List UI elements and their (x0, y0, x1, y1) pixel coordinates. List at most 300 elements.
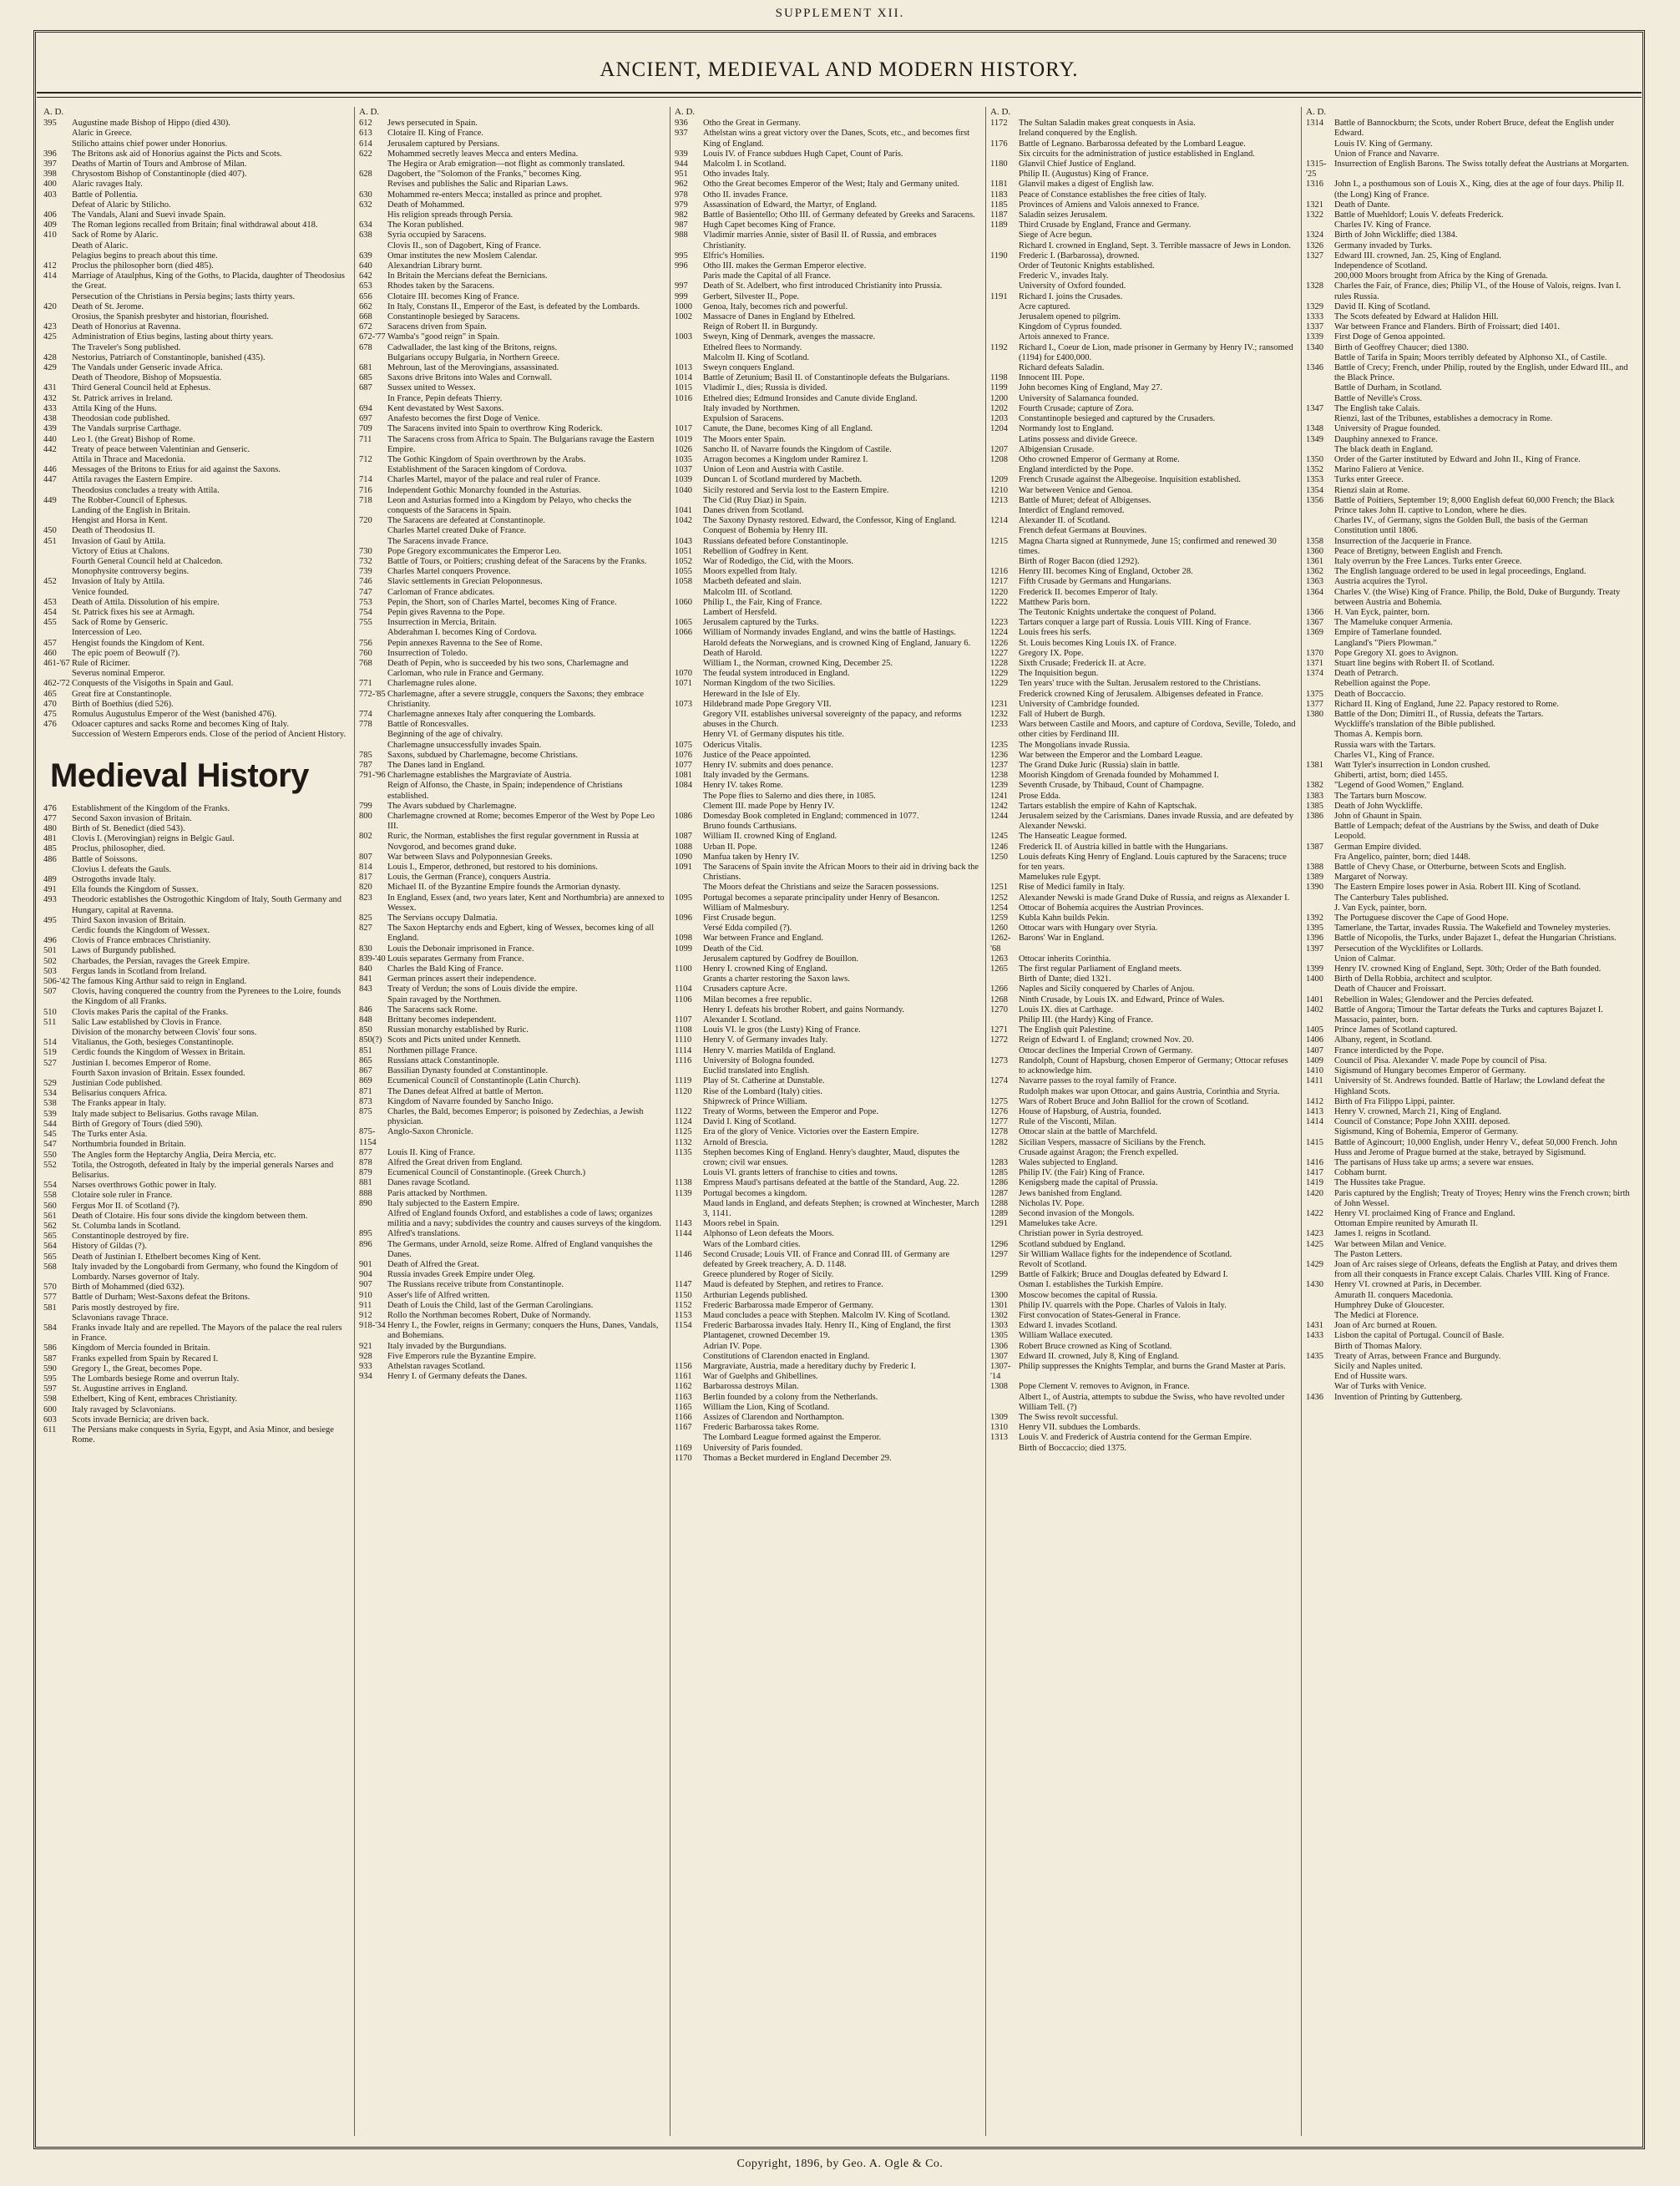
timeline-entry (43, 1303, 349, 1313)
entry-text: The partisans of Huss take up arms; a severe war ensues. (1334, 1157, 1534, 1167)
timeline-entry (675, 812, 980, 822)
title-rule (37, 92, 1642, 94)
entry-text: Peace of Constance establishes the free cities of Italy. (1019, 190, 1207, 200)
entry-year: 817 (359, 873, 372, 883)
entry-year: 1152 (675, 1300, 692, 1310)
entry-text: Fergus lands in Scotland from Ireland. (72, 966, 207, 976)
entry-year (359, 180, 387, 190)
entry-text: The Lombard League formed against the Emperor. (703, 1433, 882, 1443)
timeline-entry (359, 1076, 665, 1086)
entry-text: Latins possess and divide Greece. (1019, 434, 1138, 444)
timeline-entry (359, 159, 665, 170)
timeline-entry (1306, 913, 1630, 923)
timeline-entry (43, 957, 349, 967)
timeline-entry (990, 1433, 1296, 1443)
entry-year: 1043 (675, 536, 692, 546)
entry-text: Odericus Vitalis. (703, 740, 762, 750)
timeline-entry (675, 1046, 980, 1056)
timeline-entry (43, 1374, 349, 1384)
entry-year: 586 (43, 1343, 57, 1354)
timeline-entry (43, 885, 349, 895)
column-divider (354, 107, 355, 2136)
entry-year: 1041 (675, 505, 692, 515)
entry-text: The English language ordered to be used in legal proceedings, England. (1334, 567, 1586, 577)
entry-year: 746 (359, 577, 372, 587)
entry-text: Mamelukes rule Egypt. (1019, 873, 1101, 883)
timeline-entry (359, 1046, 665, 1056)
entry-text: Leo I. (the Great) Bishop of Rome. (72, 434, 195, 444)
entry-text: Clovis makes Paris the capital of the Franks. (72, 1007, 229, 1017)
timeline-entry (359, 353, 665, 363)
entry-year: 612 (359, 119, 372, 129)
entry-year: 1303 (990, 1321, 1008, 1331)
timeline-entry (43, 814, 349, 824)
entry-year: 451 (43, 536, 57, 546)
entry-text: House of Hapsburg, of Austria, founded. (1019, 1106, 1161, 1116)
entry-text: Treaty of Arras, between France and Burgundy. (1334, 1351, 1501, 1361)
entry-text: Wales subjected to England. (1019, 1157, 1118, 1167)
entry-text: Duncan I. of Scotland murdered by Macbeth. (703, 475, 863, 485)
entry-year (1306, 720, 1334, 730)
entry-year: 581 (43, 1303, 57, 1313)
entry-text: University of Salamanca founded. (1019, 393, 1139, 403)
entry-text: The Vandals under Genseric invade Africa. (72, 363, 223, 373)
entry-year (1306, 893, 1334, 903)
timeline-entry (990, 506, 1296, 516)
entry-year (1306, 394, 1334, 404)
entry-year (359, 210, 387, 220)
timeline-entry (675, 659, 980, 669)
entry-year: 865 (359, 1055, 372, 1065)
entry-text: Rebellion of Godfrey in Kent. (703, 546, 809, 556)
entry-year: 687 (359, 383, 372, 393)
entry-year: 1132 (675, 1137, 692, 1147)
timeline-entry (359, 170, 665, 180)
entry-year: 1390 (1306, 883, 1323, 893)
timeline-entry (675, 149, 980, 159)
timeline-entry (675, 557, 980, 567)
entry-text: Vladimir marries Annie, sister of Basil II. of Russia, and embraces Christianity. (703, 230, 937, 250)
timeline-entry (43, 577, 349, 587)
entry-text: Fergus Mor II. of Scotland (?). (72, 1201, 180, 1211)
timeline-entry (359, 1056, 665, 1066)
entry-text: Conquest of Bohemia by Henry III. (703, 526, 828, 536)
entry-year (43, 1069, 72, 1079)
timeline-entry (43, 1181, 349, 1191)
entry-text: Otho II. invades France. (703, 190, 788, 200)
entry-text: Gregory IX. Pope. (1019, 648, 1084, 658)
entry-year: 904 (359, 1270, 372, 1280)
entry-year: 1265 (990, 964, 1008, 974)
entry-year: 878 (359, 1157, 372, 1167)
entry-text: Henry I. crowned King of England. (703, 964, 827, 974)
entry-year: 1189 (990, 220, 1008, 230)
entry-text: Charles V. (the Wise) King of France. Philip, the Bold, Duke of Burgundy. Treaty between Austria and Bohemia. (1334, 587, 1621, 607)
timeline-entry (675, 1423, 980, 1433)
entry-year: 568 (43, 1262, 57, 1272)
entry-year: 1202 (990, 403, 1008, 413)
entry-text: The Sultan Saladin makes great conquests in Asia. (1019, 119, 1196, 129)
entry-text: Marriage of Ataulphus, King of the Goths, to Placida, daughter of Theodosius the Great. (72, 271, 345, 291)
timeline-entry (675, 322, 980, 332)
entry-text: Ecumenical Council of Constantinople (Latin Church). (387, 1076, 580, 1086)
timeline-entry (1306, 903, 1630, 913)
entry-text: Alfred the Great driven from England. (387, 1157, 523, 1167)
entry-text: Maud is defeated by Stephen, and retires to France. (703, 1280, 883, 1290)
entry-text: The Tartars burn Moscow. (1334, 791, 1427, 801)
entry-year: 1190 (990, 250, 1008, 261)
entry-text: Stilicho attains chief power under Honorius. (72, 139, 228, 149)
timeline-entry (1306, 516, 1630, 536)
entry-year: 1170 (675, 1453, 692, 1463)
timeline-entry (359, 332, 665, 342)
timeline-entry (43, 210, 349, 220)
entry-year: 1381 (1306, 761, 1323, 770)
entry-year: 501 (43, 946, 57, 956)
entry-text: Anglo-Saxon Chronicle. (387, 1127, 473, 1137)
timeline-entry (1306, 792, 1630, 802)
timeline-entry (1306, 730, 1630, 740)
timeline-entry (1306, 547, 1630, 557)
timeline-entry (1306, 1321, 1630, 1331)
entry-year: 1055 (675, 567, 692, 577)
timeline-entry (1306, 1158, 1630, 1168)
entry-year: 1215 (990, 536, 1008, 546)
entry-year: 400 (43, 180, 57, 190)
timeline-entry (43, 659, 349, 669)
timeline-entry (1306, 1209, 1630, 1219)
entry-year: 1088 (675, 842, 692, 852)
entry-text: Administration of Etius begins, lasting about thirty years. (72, 332, 274, 342)
entry-text: Wars between Castile and Moors, and capture of Cordova, Seville, Toledo, and other cities by Ferdinand III. (1019, 720, 1296, 740)
entry-text: Stephen becomes King of England. Henry's daughter, Maud, disputes the crown; civil war ensues. (703, 1147, 960, 1167)
timeline-entry (990, 1444, 1296, 1454)
entry-year (675, 588, 703, 598)
entry-year: 978 (675, 190, 688, 200)
timeline-entry (675, 1005, 980, 1015)
entry-text: Death of Theodore, Bishop of Mopsuestia. (72, 373, 222, 383)
entry-year: 1096 (675, 913, 692, 923)
entry-text: Paris captured by the English; Treaty of Troyes; Henry wins the French crown; birth of John Wessel. (1334, 1188, 1630, 1208)
entry-year: 739 (359, 567, 372, 577)
timeline-entry (1306, 1046, 1630, 1056)
entry-text: Russia wars with the Tartars. (1334, 740, 1436, 750)
entry-year: 462-'72 (43, 679, 70, 689)
entry-text: Louis defeats King Henry of England. Louis captured by the Saracens; truce for ten years. (1019, 852, 1287, 873)
entry-year (675, 883, 703, 893)
entry-list (675, 119, 980, 1464)
entry-text: The Vandals surprise Carthage. (72, 424, 182, 434)
entry-year: 694 (359, 403, 372, 413)
timeline-entry (43, 804, 349, 814)
entry-year (359, 995, 387, 1005)
entry-year: 1417 (1306, 1168, 1323, 1178)
entry-year: 410 (43, 230, 57, 240)
timeline-entry (359, 761, 665, 771)
entry-year: 432 (43, 393, 57, 403)
entry-year (43, 926, 72, 936)
timeline-entry (359, 1035, 665, 1045)
column-5 (1306, 107, 1630, 2136)
timeline-entry (43, 1059, 349, 1069)
entry-text: In Italy, Constans II., Emperor of the East, is defeated by the Lombards. (387, 301, 640, 311)
timeline-entry (1306, 537, 1630, 547)
entry-text: Thomas a Becket murdered in England December 29. (703, 1453, 892, 1463)
timeline-entry (1306, 119, 1630, 139)
entry-text: Birth of St. Benedict (died 543). (72, 824, 185, 833)
entry-text: Battle of Tours, or Poitiers; crushing defeat of the Saracens by the Franks. (387, 556, 647, 566)
entry-year: 1337 (1306, 322, 1323, 332)
entry-text: The Mameluke conquer Armenia. (1334, 618, 1453, 628)
timeline-entry (359, 1321, 665, 1341)
timeline-entry (990, 1127, 1296, 1137)
entry-year: 711 (359, 434, 372, 444)
timeline-entry (359, 383, 665, 393)
entry-text: William I., the Norman, crowned King, December 25. (703, 658, 893, 668)
entry-year (1306, 1342, 1334, 1352)
entry-year: 1327 (1306, 250, 1323, 261)
entry-text: Death of Chaucer and Froissart. (1334, 984, 1446, 994)
timeline-entry (43, 119, 349, 129)
entry-text: Totila, the Ostrogoth, defeated in Italy by the imperial generals Narses and Belisarius. (72, 1160, 334, 1180)
timeline-entry (43, 824, 349, 834)
timeline-entry (359, 974, 665, 984)
entry-year: 1396 (1306, 934, 1323, 944)
entry-year: 1278 (990, 1127, 1008, 1137)
timeline-entry (1306, 577, 1630, 587)
entry-year: 485 (43, 844, 57, 854)
timeline-entry (990, 1240, 1296, 1250)
timeline-entry (359, 363, 665, 373)
entry-text: Paris attacked by Northmen. (387, 1188, 488, 1198)
entry-text: Dagobert, the "Solomon of the Franks," becomes King. (387, 170, 582, 180)
entry-text: The Canterbury Tales published. (1334, 893, 1449, 903)
timeline-entry (675, 1291, 980, 1301)
entry-text: Hengist and Horsa in Kent. (72, 516, 168, 526)
entry-year: 1161 (675, 1372, 692, 1382)
entry-year: 1226 (990, 638, 1008, 648)
entry-year: 1287 (990, 1188, 1008, 1198)
entry-text: Naples and Sicily conquered by Charles of Anjou. (1019, 984, 1195, 994)
entry-year: 570 (43, 1283, 57, 1293)
entry-year: 502 (43, 956, 57, 966)
entry-text: Norman Kingdom of the two Sicilies. (703, 679, 836, 689)
entry-year: 1122 (675, 1106, 692, 1116)
entry-text: Stuart line begins with Robert II. of Scotland. (1334, 658, 1495, 668)
entry-year (1306, 771, 1334, 781)
entry-year: 507 (43, 987, 57, 997)
entry-year: 962 (675, 180, 688, 190)
entry-text: Milan becomes a free republic. (703, 994, 812, 1004)
entry-year: 732 (359, 556, 372, 566)
timeline-entry (675, 588, 980, 598)
entry-text: Peace of Bretigny, between English and French. (1334, 546, 1503, 556)
entry-text: Pope Gregory excommunicates the Emperor Leo. (387, 546, 562, 556)
entry-text: Death of Honorius at Ravenna. (72, 322, 181, 332)
timeline-entry (675, 781, 980, 791)
entry-text: Randolph, Count of Hapsburg, chosen Emperor of Germany; Ottocar refuses to acknowledge him. (1019, 1055, 1288, 1076)
entry-text: Anafesto becomes the first Doge of Venice. (387, 414, 540, 424)
entry-text: Monophysite controversy begins. (72, 567, 190, 577)
entry-text: Sweyn conquers England. (703, 363, 795, 373)
timeline-entry (43, 486, 349, 496)
entry-year: 1436 (1306, 1392, 1323, 1402)
column-1 (43, 107, 349, 2136)
entry-year: 1156 (675, 1361, 692, 1371)
entry-text: Domesday Book completed in England; commenced in 1077. (703, 812, 919, 822)
entry-year: 1340 (1306, 342, 1323, 352)
entry-text: War between France and England. (703, 934, 824, 944)
entry-text: Henry I. of Germany defeats the Danes. (387, 1372, 528, 1382)
timeline-entry (43, 730, 349, 740)
timeline-entry (990, 1056, 1296, 1076)
timeline-entry (675, 1311, 980, 1321)
entry-text: Invasion of Gaul by Attila. (72, 536, 166, 546)
entry-year: 1252 (990, 893, 1008, 903)
entry-text: University of Cambridge founded. (1019, 699, 1140, 709)
entry-year: 754 (359, 607, 372, 617)
timeline-entry (359, 893, 665, 913)
entry-text: Theodoric establishes the Ostrogothic Kingdom of Italy, South Germany and Hungary, capital at Ravenna. (72, 895, 342, 915)
timeline-entry (359, 129, 665, 139)
entry-text: Bruno founds Carthusians. (703, 822, 797, 832)
entry-text: Paris mostly destroyed by fire. (72, 1303, 180, 1313)
timeline-entry (675, 954, 980, 964)
entry-text: Ethelred flees to Normandy. (703, 342, 802, 352)
entry-text: Birth of Mohammed (died 632). (72, 1283, 185, 1293)
timeline-entry (990, 496, 1296, 506)
timeline-entry (359, 557, 665, 567)
entry-text: Theodosius concludes a treaty with Attila. (72, 485, 220, 495)
entry-year (675, 1066, 703, 1076)
timeline-entry (359, 853, 665, 863)
entry-year: 1217 (990, 577, 1008, 587)
entry-year: 1026 (675, 444, 692, 454)
entry-year: 799 (359, 801, 372, 811)
entry-text: Tartars establish the empire of Kahn of Kaptschak. (1019, 801, 1197, 811)
timeline-entry (990, 771, 1296, 781)
entry-text: Battle of Bannockburn; the Scots, under Robert Bruce, defeat the English under Edward. (1334, 119, 1615, 139)
entry-year (43, 373, 72, 383)
timeline-entry (1306, 690, 1630, 700)
entry-year: 1239 (990, 781, 1008, 791)
timeline-entry (43, 475, 349, 485)
entry-text: Ethelred dies; Edmund Ironsides and Canute divide England. (703, 393, 918, 403)
timeline-entry (43, 1323, 349, 1343)
entry-text: Ottocar wars with Hungary over Styria. (1019, 923, 1158, 934)
timeline-entry (990, 1168, 1296, 1178)
entry-year (1306, 741, 1334, 751)
entry-text: The Saracens invade France. (387, 536, 488, 546)
timeline-entry (359, 302, 665, 312)
entry-year: 560 (43, 1201, 57, 1211)
entry-year: 561 (43, 1211, 57, 1221)
entry-text: Marino Faliero at Venice. (1334, 465, 1424, 475)
entry-text: Kingdom of Mercia founded in Britain. (72, 1343, 210, 1354)
entry-text: The Turks enter Asia. (72, 1130, 148, 1140)
entry-text: Ostrogoths invade Italy. (72, 875, 156, 885)
entry-year (1306, 261, 1334, 271)
entry-year: 1266 (990, 984, 1008, 994)
timeline-entry (675, 608, 980, 618)
entry-text: Alphonso of Leon defeats the Moors. (703, 1229, 834, 1239)
timeline-entry (675, 1107, 980, 1117)
entry-text: Bassilian Dynasty founded at Constantinople. (387, 1066, 549, 1076)
timeline-entry (359, 1127, 665, 1147)
entry-text: The Persians make conquests in Syria, Egypt, and Asia Minor, and besiege Rome. (72, 1424, 334, 1445)
entry-text: Glanvil makes a digest of English law. (1019, 180, 1154, 190)
timeline-entry (43, 1161, 349, 1181)
timeline-entry (43, 159, 349, 170)
timeline-entry (1306, 1005, 1630, 1025)
timeline-entry (359, 119, 665, 129)
entry-year (43, 588, 72, 598)
entry-text: Second Saxon invasion of Britain. (72, 813, 192, 823)
entry-text: Empire of Tamerlane founded. (1334, 628, 1442, 638)
entry-text: Rienzi slain at Rome. (1334, 485, 1410, 495)
entry-text: The Swiss revolt successful. (1019, 1413, 1118, 1422)
timeline-entry (675, 1025, 980, 1035)
entry-year: 547 (43, 1140, 57, 1150)
entry-text: The Russians receive tribute from Constantinople. (387, 1280, 564, 1290)
timeline-entry (43, 608, 349, 618)
entry-year (1306, 1362, 1334, 1372)
entry-year: 800 (359, 812, 372, 822)
entry-year: 1124 (675, 1117, 692, 1127)
entry-text: Jerusalem seized by the Carismians. Danes invade Russia, and are defeated by Alexander Newski. (1019, 812, 1294, 832)
timeline-entry (359, 343, 665, 353)
timeline-entry (990, 251, 1296, 261)
entry-year: 1110 (675, 1035, 692, 1045)
entry-year: 1411 (1306, 1076, 1323, 1086)
entry-text: Osman I. establishes the Turkish Empire. (1019, 1280, 1163, 1290)
timeline-entry (43, 926, 349, 936)
timeline-entry (43, 332, 349, 342)
timeline-entry (359, 710, 665, 720)
timeline-entry (1306, 404, 1630, 414)
timeline-entry (990, 995, 1296, 1005)
timeline-entry (990, 1219, 1296, 1229)
entry-text: Charlemagne crowned at Rome; becomes Emperor of the West by Pope Leo III. (387, 812, 655, 832)
timeline-entry (675, 516, 980, 526)
entry-text: Barbarossa destroys Milan. (703, 1382, 799, 1392)
entry-text: Battle of Chevy Chase, or Otterburne, between Scots and English. (1334, 863, 1566, 873)
entry-text: Laws of Burgundy published. (72, 946, 176, 956)
entry-year: 534 (43, 1089, 57, 1099)
timeline-entry (990, 893, 1296, 903)
entry-text: University of Paris founded. (703, 1443, 802, 1453)
entry-year (43, 292, 72, 302)
timeline-entry (675, 690, 980, 700)
entry-year: 1412 (1306, 1096, 1323, 1106)
entry-year (1306, 1372, 1334, 1382)
entry-text: Italy overrun by the Free Lances. Turks enter Greece. (1334, 556, 1522, 566)
entry-year: 1283 (990, 1157, 1008, 1167)
entry-year: 910 (359, 1290, 372, 1300)
timeline-entry (1306, 1076, 1630, 1096)
timeline-entry (675, 1352, 980, 1362)
entry-year (43, 547, 72, 557)
entry-year: 1108 (675, 1025, 692, 1035)
entry-year (675, 639, 703, 649)
timeline-entry (43, 1212, 349, 1222)
entry-year: 414 (43, 271, 57, 281)
entry-year: 1098 (675, 934, 692, 944)
entry-text: Bulgarians occupy Bulgaria, in Northern Greece. (387, 352, 560, 362)
entry-year: 997 (675, 281, 688, 291)
entry-year: 1154 (675, 1321, 692, 1331)
entry-year: 839-'40 (359, 954, 386, 964)
